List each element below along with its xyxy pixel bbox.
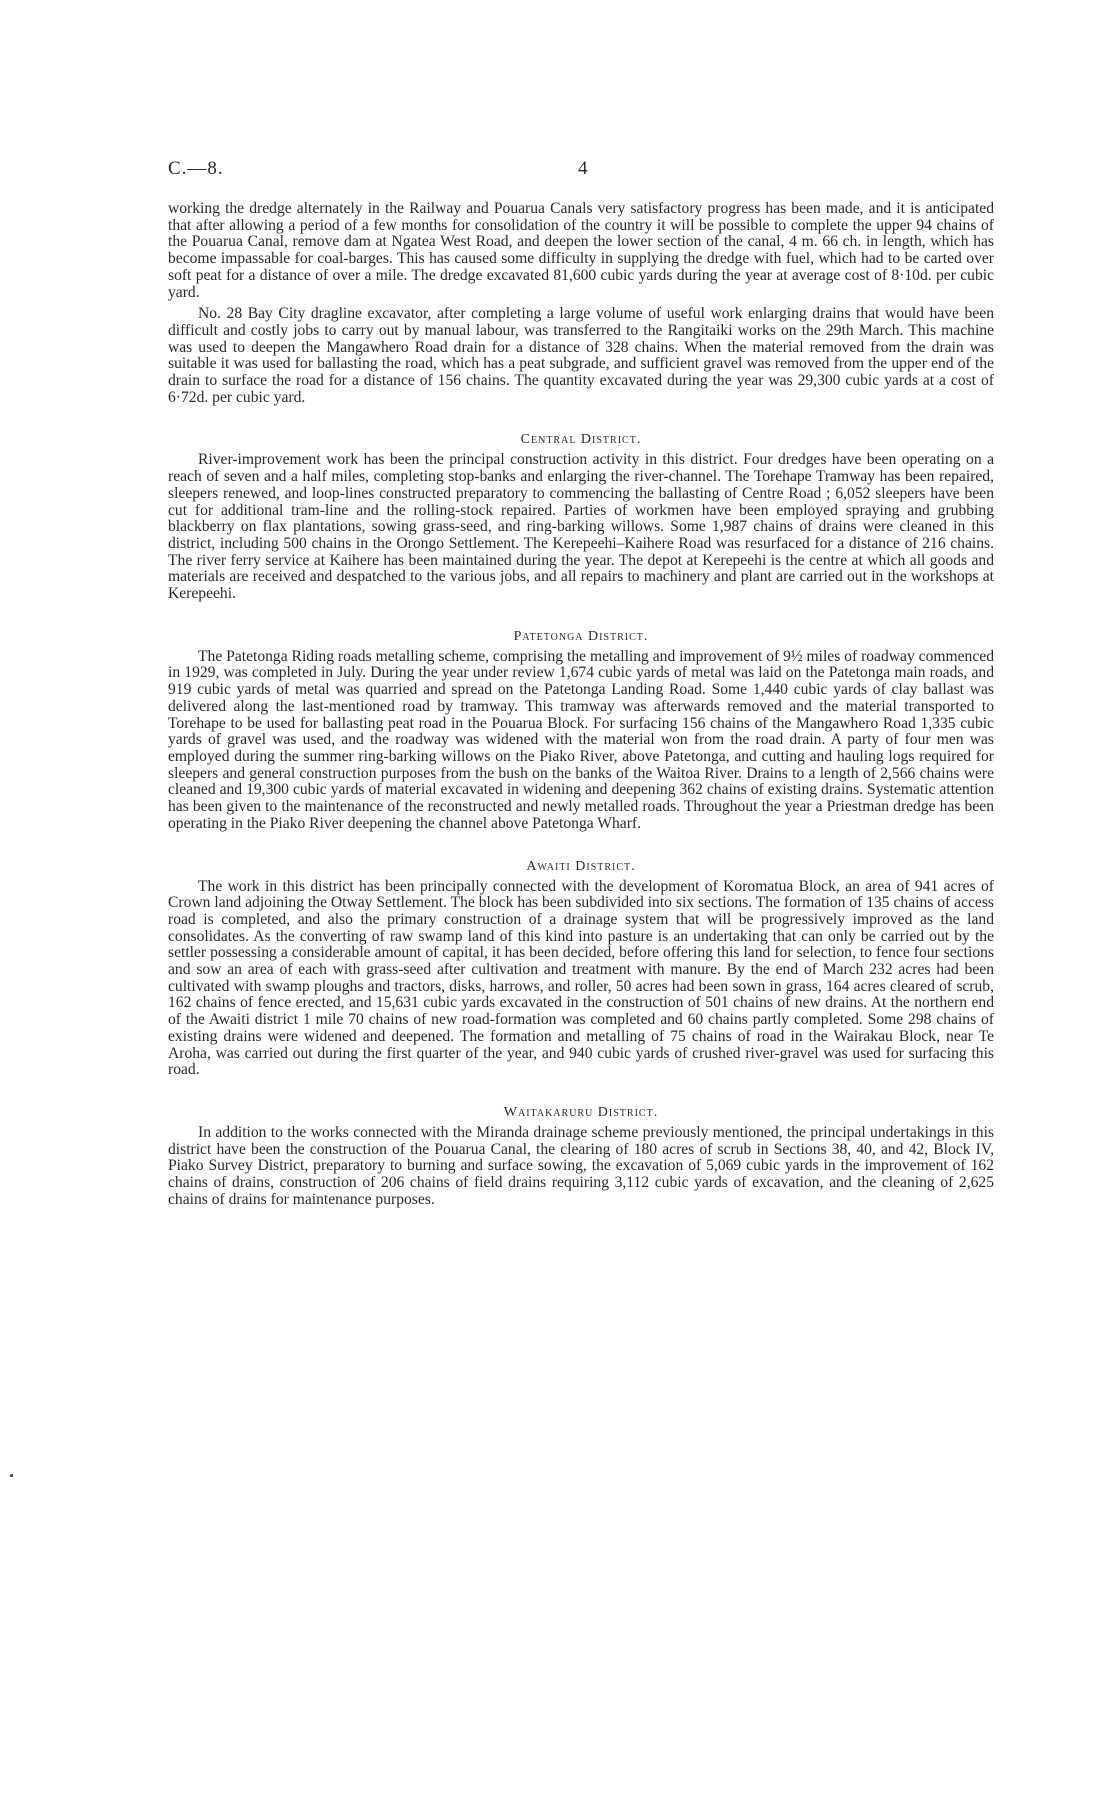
page-number: 4 bbox=[578, 158, 588, 179]
document-code: C.—8. bbox=[168, 158, 224, 179]
paragraph: River-improvement work has been the principal construction activity in this district. Four dredges have been operating on a reach of seven and a half miles, completing stop-banks and enlarging the river-channel. The Torehape Tramway has been repaired, sleepers renewed, and loop-lines constructed preparatory to commencing the ballasting of Centre Road ; 6,052 sleepers have been cut for additional tram-line and the rolling-stock repaired. Parties of workmen have been employed spraying and grubbing blackberry on flax plantations, sowing grass-seed, and ring-barking willows. Some 1,987 chains of drains were cleaned in this district, including 500 chains in the Orongo Settlement. The Kerepeehi–Kaihere Road was resurfaced for a distance of 216 chains. The river ferry service at Kaihere has been maintained during the year. The depot at Kerepeehi is the centre at which all goods and materials are received and despatched to the various jobs, and all repairs to machinery and plant are carried out in the workshops at Kerepeehi. bbox=[168, 451, 994, 603]
margin-speck bbox=[10, 1474, 13, 1477]
section-heading: Waitakaruru District. bbox=[503, 1104, 659, 1120]
section-awaiti-district bbox=[168, 859, 994, 1079]
paragraph: The work in this district has been principally connected with the development of Koromatua Block, an area of 941 acres of Crown land adjoining the Otway Settlement. The block has been subdivided into six sections. The formation of 135 chains of access road is completed, and also the primary construction of a drainage system that will be progressively improved as the land consolidates. As the converting of raw swamp land of this kind into pasture is an undertaking that can only be carried out by the settler possessing a considerable amount of capital, it has been decided, before offering this land for selection, to fence four sections and sow an area of each with grass-seed after cultivation and treatment with manure. By the end of March 232 acres had been cultivated with swamp ploughs and tractors, disks, harrows, and roller, 50 acres had been sown in grass, 164 acres cleared of scrub, 162 chains of fence erected, and 15,631 cubic yards excavated in the construction of 501 chains of new drains. At the northern end of the Awaiti district 1 mile 70 chains of new road-formation was completed and 60 chains partly completed. Some 298 chains of existing drains were widened and deepened. The formation and metalling of 75 chains of road in the Wairakau Block, near Te Aroha, was carried out during the first quarter of the year, and 940 cubic yards of crushed river-gravel was used for surfacing this road. bbox=[168, 877, 994, 1079]
document-body bbox=[168, 201, 994, 1208]
section-waitakaruru-district bbox=[168, 1105, 994, 1209]
paragraph: In addition to the works connected with the Miranda drainage scheme previously mentioned, the principal undertakings in this district have been the construction of the Pouarua Canal, the clearing of 180 acres of scrub in Sections 38, 40, and 42, Block IV, Piako Survey District, preparatory to burning and surface sowing, the excavation of 5,069 cubic yards in the improvement of 162 chains of drains, construction of 206 chains of field drains requiring 3,112 cubic yards of excavation, and the cleaning of 2,625 chains of drains for maintenance purposes. bbox=[168, 1123, 994, 1208]
section-heading: Patetonga District. bbox=[513, 628, 649, 644]
section-heading: Central District. bbox=[520, 432, 642, 448]
paragraph: The Patetonga Riding roads metalling scheme, comprising the metalling and improvement of 9½ miles of roadway commenced in 1929, was completed in July. During the year under review 1,674 cubic yards of metal was laid on the Patetonga main roads, and 919 cubic yards of metal was quarried and spread on the Patetonga Landing Road. Some 1,440 cubic yards of clay ballast was delivered along the last-mentioned road by tramway. This tramway was afterwards removed and the material transported to Torehape to be used for ballasting peat road in the Pouarua Block. For surfacing 156 chains of the Mangawhero Road 1,335 cubic yards of gravel was used, and the roadway was widened with the material won from the road drain. A party of four men was employed during the summer ring-barking willows on the Piako River, above Patetonga, and cutting and hauling logs required for sleepers and general construction purposes from the bush on the banks of the Waitoa River. Drains to a length of 2,566 chains were cleaned and 19,300 cubic yards of material excavated in widening and deepening 362 chains of existing drains. Systematic attention has been given to the maintenance of the reconstructed and newly metalled roads. Throughout the year a Priestman dredge has been operating in the Piako River deepening the channel above Patetonga Wharf. bbox=[168, 647, 994, 832]
section-patetonga-district bbox=[168, 629, 994, 833]
paragraph: working the dredge alternately in the Railway and Pouarua Canals very satisfactory progress has been made, and it is anticipated that after allowing a period of a few months for consolidation of the country it will be possible to complete the upper 94 chains of the Pouarua Canal, remove dam at Ngatea West Road, and deepen the lower section of the canal, 4 m. 66 ch. in length, which has become impassable for coal-barges. This has caused some difficulty in supplying the dredge with fuel, which had to be carted over soft peat for a distance of over a mile. The dredge excavated 81,600 cubic yards during the year at average cost of 8·10d. per cubic yard. bbox=[168, 200, 994, 301]
intro-text bbox=[168, 201, 994, 406]
paragraph: No. 28 Bay City dragline excavator, after completing a large volume of useful work enlarging drains that would have been difficult and costly jobs to carry out by manual labour, was transferred to the Rangitaiki works on the 29th March. This machine was used to deepen the Mangawhero Road drain for a distance of 328 chains. When the material removed from the drain was suitable it was used for ballasting the road, which has a peat subgrade, and sufficient gravel was removed from the upper end of the drain to surface the road for a distance of 156 chains. The quantity excavated during the year was 29,300 cubic yards at a cost of 6·72d. per cubic yard. bbox=[168, 305, 994, 406]
section-heading: Awaiti District. bbox=[526, 858, 636, 874]
section-central-district bbox=[168, 432, 994, 602]
page-header bbox=[168, 158, 994, 182]
